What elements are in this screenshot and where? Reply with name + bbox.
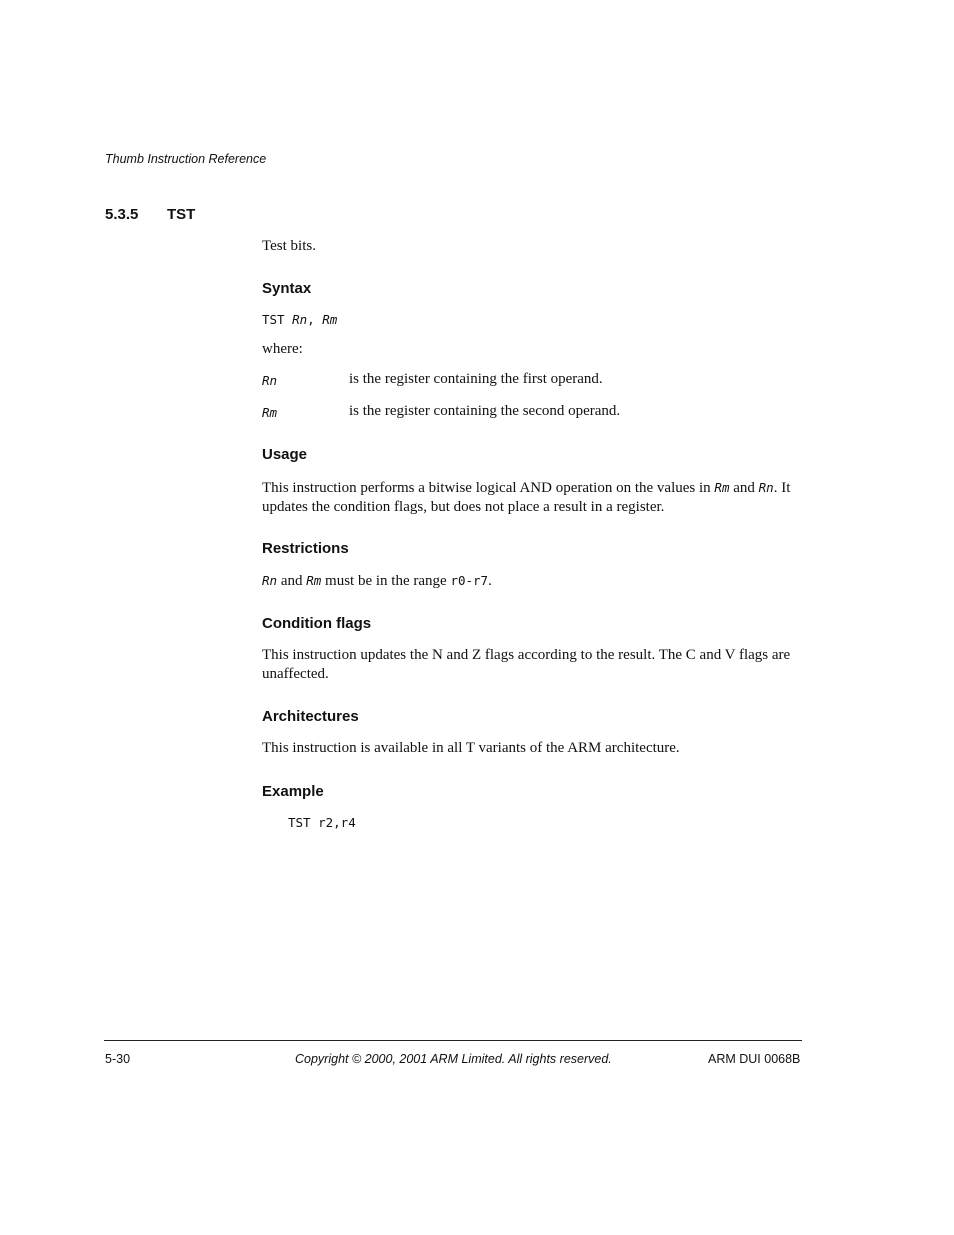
usage-reg-rn: Rn — [758, 480, 774, 495]
running-header: Thumb Instruction Reference — [105, 152, 267, 166]
restrictions-reg-rn: Rn — [262, 573, 278, 588]
section-heading — [105, 206, 195, 223]
restrictions-range: r0-r7 — [450, 573, 489, 588]
def-term-rm: Rm — [262, 405, 278, 420]
usage-reg-rm: Rm — [714, 480, 730, 495]
syntax-mnemonic: TST — [262, 312, 285, 327]
architectures-paragraph: This instruction is available in all T variants of the ARM architecture. — [262, 740, 680, 756]
syntax-op2: Rm — [322, 312, 338, 327]
condition-flags-paragraph: This instruction updates the N and Z flags according to the result. The C and V flags are unaffected. — [262, 647, 791, 682]
def-term-rn: Rn — [262, 373, 278, 388]
footer-copyright: Copyright © 2000, 2001 ARM Limited. All rights reserved. — [295, 1052, 612, 1066]
def-desc-rn: is the register containing the first operand. — [349, 371, 603, 387]
example-heading: Example — [262, 783, 324, 800]
section-title: TST — [167, 206, 196, 223]
footer-rule — [104, 1040, 802, 1041]
footer-doc-id: ARM DUI 0068B — [708, 1052, 801, 1066]
def-desc-rm: is the register containing the second operand. — [349, 403, 621, 419]
restrictions-paragraph: Rn and Rm must be in the range r0-r7. — [262, 573, 492, 589]
syntax-code — [262, 312, 337, 327]
footer-page-number: 5-30 — [105, 1052, 131, 1066]
section-number: 5.3.5 — [105, 206, 139, 223]
condition-flags-heading: Condition flags — [262, 615, 372, 632]
section-summary: Test bits. — [262, 238, 316, 254]
restrictions-reg-rm: Rm — [306, 573, 322, 588]
example-code: TST r2,r4 — [288, 815, 356, 830]
syntax-heading: Syntax — [262, 280, 312, 297]
syntax-separator: , — [307, 312, 315, 327]
usage-paragraph: This instruction performs a bitwise logical AND operation on the values in Rm and Rn. It updates the condition flags, but does not place a result in a register. — [262, 480, 791, 515]
syntax-where: where: — [262, 341, 303, 357]
usage-heading: Usage — [262, 446, 308, 463]
syntax-op1: Rn — [292, 312, 308, 327]
architectures-heading: Architectures — [262, 708, 359, 725]
restrictions-heading: Restrictions — [262, 540, 349, 557]
